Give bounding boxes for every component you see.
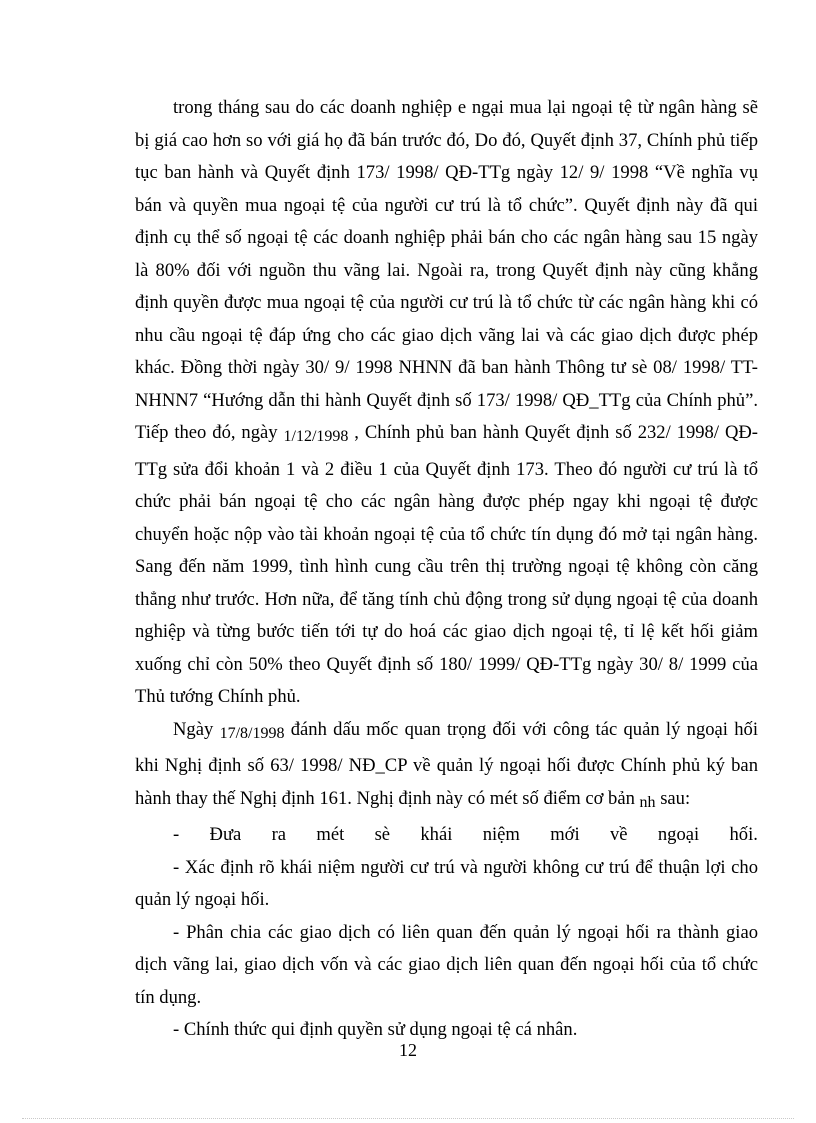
page-bottom-rule [22, 1118, 794, 1119]
bullet-1-word: về [609, 824, 628, 845]
bullet-1-word: ngoại [657, 824, 700, 845]
bullet-1-word: sè [374, 824, 391, 845]
fragment-nh: nh [639, 793, 656, 811]
bullet-1-word: ra [271, 824, 287, 845]
bullet-1-word: mét [316, 824, 345, 845]
body-text [135, 92, 758, 1047]
bullet-1-word: - [173, 824, 180, 845]
paragraph-2 [135, 714, 758, 820]
date-17-8-1998: 17/8/1998 [219, 724, 285, 742]
bullet-1-word: khái [420, 824, 453, 845]
page-number: 12 [399, 1040, 417, 1060]
bullet-item-1 [135, 819, 758, 852]
paragraph-1-text-a: trong tháng sau do các doanh nghiệp e ngại mua lại ngoại tệ từ ngân hàng sẽ bị giá cao hơn so với giá họ đã bán trước đó, Do đó, Quyết định 37, Chính phủ tiếp tục ban hành và Quyết định 173/ 1998/ QĐ-TTg ngày 12/ 9/ 1998 “Về nghĩa vụ bán và quyền mua ngoại tệ của người cư trú là tổ chức”. Quyết định này đã qui định cụ thể số ngoại tệ các doanh nghiệp phải bán cho các ngân hàng sau 15 ngày là 80% đối với nguồn thu vãng lai. Ngoài ra, trong Quyết định này cũng khẳng định quyền được mua ngoại tệ của người cư trú là tổ chức từ các ngân hàng khi có nhu cầu ngoại tệ đáp ứng cho các giao dịch vãng lai và các giao dịch được phép khác. Đồng thời ngày 30/ 9/ 1998 NHNN đã ban hành Thông tư sè 08/ 1998/ TT-NHNN7 “Hướng dẫn thi hành Quyết định số 173/ 1998/ QĐ_TTg của Chính phủ”. Tiếp theo đó, ngày [135, 97, 758, 443]
bullet-1-word: hối. [729, 824, 758, 845]
bullet-1-word: mới [550, 824, 580, 845]
paragraph-1 [135, 92, 758, 714]
bullet-1-word: Đưa [209, 824, 242, 845]
paragraph-2-text-a: Ngày [173, 718, 220, 740]
bullet-1-word: niệm [482, 824, 520, 845]
date-1-12-1998: 1/12/1998 [283, 428, 349, 445]
paragraph-1-text-b: , Chính phủ ban hành Quyết định số 232/ 1998/ QĐ-TTg sửa đổi khoản 1 và 2 điều 1 của Quyết định 173. Theo đó người cư trú là tổ chức phải bán ngoại tệ cho các ngân hàng được phép ngay khi ngoại tệ được chuyển hoặc nộp vào tài khoản ngoại tệ của tổ chức tín dụng đó mở tại ngân hàng. Sang đến năm 1999, tình hình cung cầu trên thị trường ngoại tệ không còn căng thẳng như trước. Hơn nữa, để tăng tính chủ động trong sử dụng ngoại tệ của doanh nghiệp và từng bước tiến tới tự do hoá các giao dịch ngoại tệ, tỉ lệ kết hối giảm xuống chỉ còn 50% theo Quyết định số 180/ 1999/ QĐ-TTg ngày 30/ 8/ 1999 của Thủ tướng Chính phủ. [135, 422, 758, 707]
paragraph-2-text-c: sau: [655, 787, 691, 809]
bullet-item-3: - Phân chia các giao dịch có liên quan đến quản lý ngoại hối ra thành giao dịch vãng lai, giao dịch vốn và các giao dịch liên quan đến ngoại hối của tổ chức tín dụng. [135, 921, 758, 1008]
bullet-item-2: - Xác định rõ khái niệm người cư trú và người không cư trú để thuận lợi cho quản lý ngoại hối. [135, 856, 758, 910]
bullet-item-4: - Chính thức qui định quyền sử dụng ngoại tệ cá nhân. [173, 1019, 578, 1040]
paragraph-2-text-b: đánh dấu mốc quan trọng đối với công tác quản lý ngoại hối khi Nghị định số 63/ 1998/ NĐ_CP về quản lý ngoại hối được Chính phủ ký ban hành thay thế Nghị định 161. Nghị định này có mét số điểm cơ bản [135, 718, 758, 809]
